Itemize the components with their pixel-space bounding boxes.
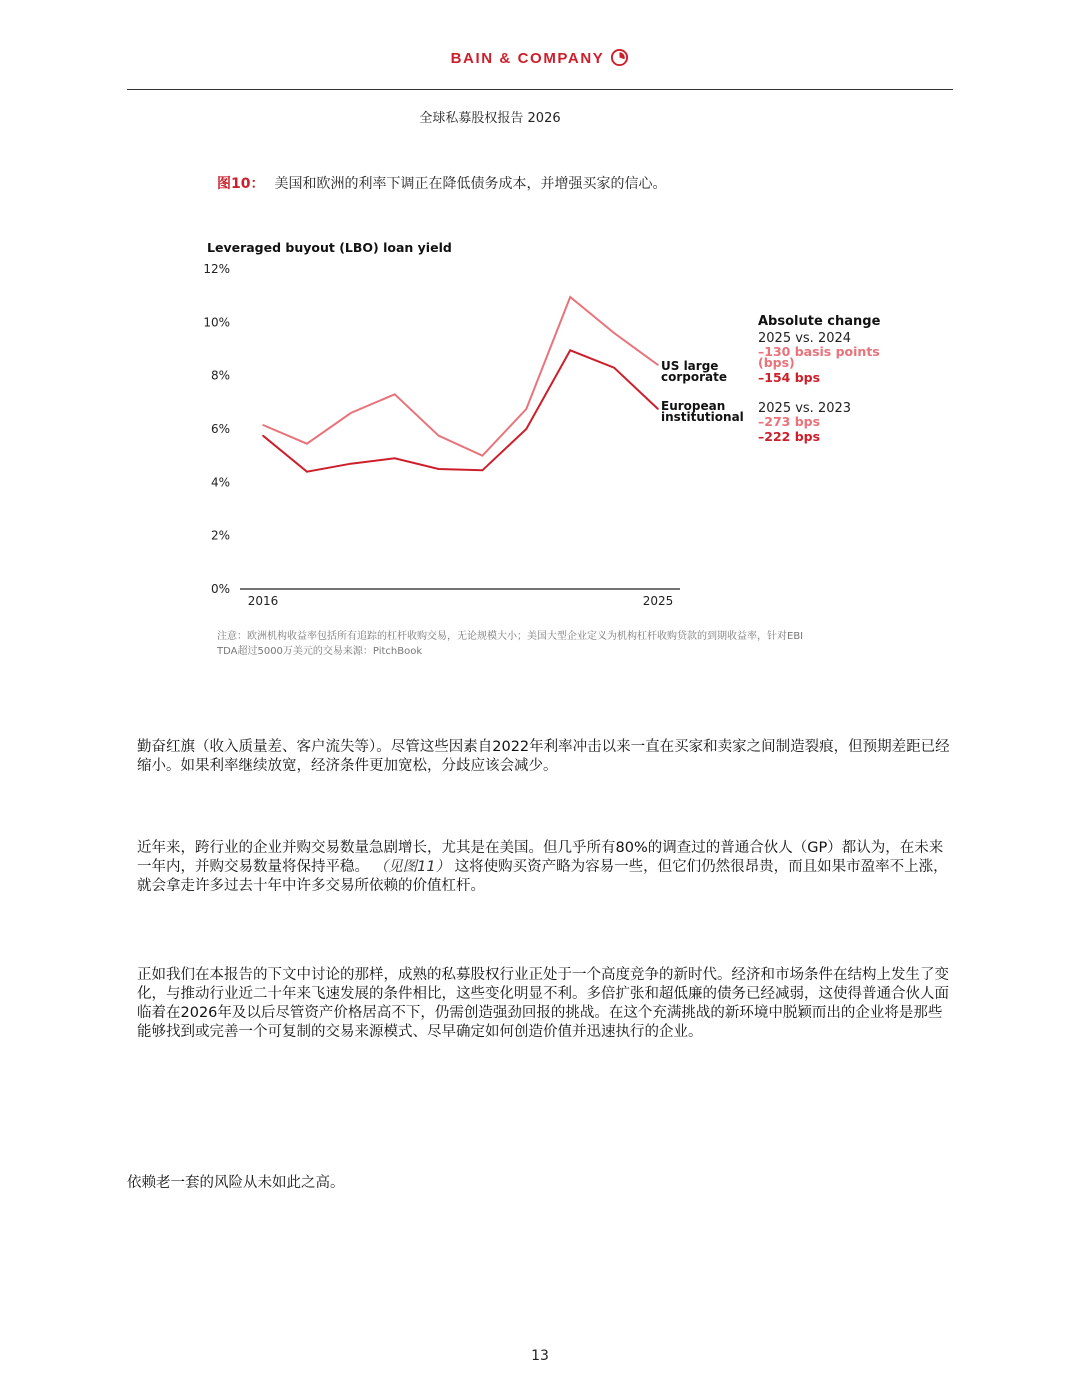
series-label-eu-1: European bbox=[661, 399, 726, 413]
annotation-period2: 2025 vs. 2023 bbox=[758, 401, 852, 416]
data-point bbox=[613, 332, 615, 334]
data-point bbox=[262, 424, 264, 426]
series-line-us-large-corporate bbox=[263, 297, 658, 456]
report-title: 全球私募股权报告 2026 bbox=[419, 111, 561, 126]
annotation-period2-eu: –222 bps bbox=[758, 429, 821, 444]
body-paragraph: 依赖老一套的风险从未如此之高。 bbox=[127, 1175, 345, 1191]
data-point bbox=[657, 364, 659, 366]
y-tick-label: 0% bbox=[210, 582, 230, 596]
figure-caption bbox=[217, 173, 666, 193]
y-tick-label: 10% bbox=[203, 315, 230, 330]
annotation-heading: Absolute change bbox=[758, 314, 881, 329]
series-label-us-1: US large bbox=[661, 359, 719, 373]
lbo-yield-chart bbox=[200, 236, 890, 616]
paragraph-text: 这将使购买资产略为容易一些，但它们仍然很昂贵，而且如果市盈率不上涨，就会拿走许多过去十年中许多交易所依赖的价值杠杆。 bbox=[137, 859, 948, 894]
body-paragraph: 正如我们在本报告的下文中讨论的那样，成熟的私募股权行业正处于一个高度竞争的新时代。经济和市场条件在结构上发生了变化，与推动行业近二十年来飞速发展的条件相比，这些变化明显不利。多倍扩张和超低廉的债务已经减弱，这使得普通合伙人面临着在2026年及以后尽管资产价格居高不下，仍需创造强劲回报的挑战。在这个充满挑战的新环境中脱颖而出的企业将是那些能够找到或完善一个可复制的交易来源模式、尽早确定如何创造价值并迅速执行的企业。 bbox=[137, 967, 949, 1040]
brand-header bbox=[0, 48, 1080, 71]
figure-note-line: TDA超过5000万美元的交易来源：PitchBook bbox=[217, 646, 423, 657]
data-point bbox=[526, 428, 528, 430]
chart-title: Leveraged buyout (LBO) loan yield bbox=[207, 240, 452, 255]
series-label-us-2: corporate bbox=[661, 370, 727, 384]
data-point bbox=[350, 412, 352, 414]
data-point bbox=[394, 394, 396, 396]
annotation-period1-us-2: (bps) bbox=[758, 355, 795, 370]
y-tick-label: 8% bbox=[210, 368, 230, 383]
data-point bbox=[569, 296, 571, 298]
y-axis-ticks bbox=[203, 262, 230, 596]
data-point bbox=[482, 455, 484, 457]
data-point bbox=[306, 471, 308, 473]
figure-label: 图10： bbox=[217, 176, 265, 192]
series-label-eu-2: institutional bbox=[661, 410, 744, 424]
y-tick-label: 4% bbox=[210, 475, 230, 490]
data-point bbox=[306, 443, 308, 445]
annotation-period2-us: –273 bps bbox=[758, 414, 821, 429]
y-tick-label: 2% bbox=[210, 528, 230, 543]
y-tick-label: 12% bbox=[203, 262, 230, 276]
page-number: 13 bbox=[531, 1348, 549, 1364]
data-point bbox=[438, 435, 440, 437]
x-tick-label: 2025 bbox=[642, 594, 674, 608]
bain-logo-icon bbox=[610, 48, 629, 71]
figure-note bbox=[217, 629, 877, 659]
figure-note-line: 注意：欧洲机构收益率包括所有追踪的杠杆收购交易，无论规模大小；美国大型企业定义为机构杠杆收购贷款的到期收益率，针对EBI bbox=[217, 631, 804, 642]
annotation-period1-eu: –154 bps bbox=[758, 370, 821, 385]
data-point bbox=[438, 468, 440, 470]
annotation-period1: 2025 vs. 2024 bbox=[758, 331, 852, 346]
x-tick-label: 2016 bbox=[247, 594, 279, 608]
data-point bbox=[350, 463, 352, 465]
data-point bbox=[569, 350, 571, 352]
series-line-european-institutional bbox=[263, 350, 658, 471]
brand-name: BAIN & COMPANY bbox=[450, 50, 605, 67]
data-point bbox=[526, 408, 528, 410]
header-divider bbox=[127, 89, 953, 90]
data-point bbox=[262, 435, 264, 437]
body-paragraph bbox=[137, 839, 952, 896]
figure-reference: （见图11） bbox=[373, 859, 451, 875]
figure-caption-text: 美国和欧洲的利率下调正在降低债务成本，并增强买家的信心。 bbox=[274, 176, 667, 192]
data-point bbox=[613, 367, 615, 369]
data-point bbox=[482, 470, 484, 472]
data-point bbox=[394, 458, 396, 460]
body-paragraph: 勤奋红旗（收入质量差、客户流失等）。尽管这些因素自2022年利率冲击以来一直在买家和卖家之间制造裂痕，但预期差距已经缩小。如果利率继续放宽，经济条件更加宽松，分歧应该会减少。 bbox=[137, 739, 950, 774]
paragraph-text: 近年来，跨行业的企业并购交易数量急剧增长，尤其是在美国。但几乎所有80%的调查过的普通合伙人（GP）都认为，在未来一年内，并购交易数量将保持平稳。 bbox=[137, 840, 944, 875]
annotation-period1-us-1: –130 basis points bbox=[758, 344, 880, 359]
data-point bbox=[657, 408, 659, 410]
y-tick-label: 6% bbox=[210, 422, 230, 436]
